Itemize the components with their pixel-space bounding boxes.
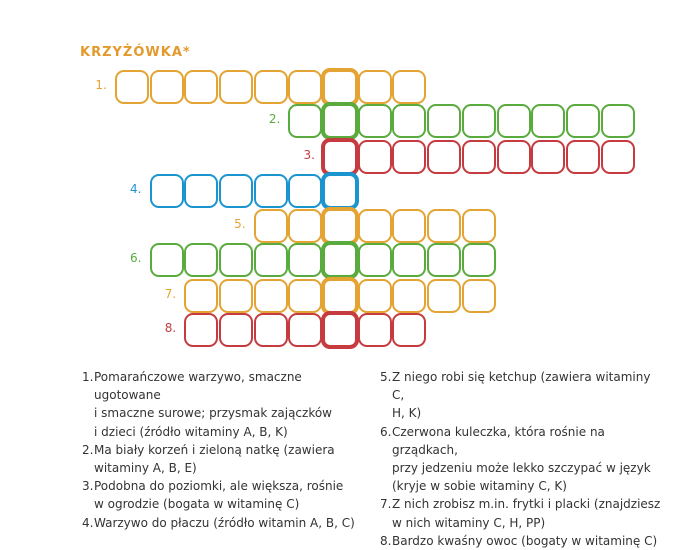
crossword-cell[interactable] xyxy=(601,104,635,138)
clue-number: 1. xyxy=(82,370,94,384)
crossword-cell[interactable] xyxy=(462,243,496,277)
clue-item xyxy=(82,368,372,441)
crossword-cell[interactable] xyxy=(427,104,461,138)
crossword-cell[interactable] xyxy=(288,243,322,277)
row-number: 2. xyxy=(268,112,281,126)
crossword-cell[interactable] xyxy=(254,70,288,104)
clue-text-line: H, K) xyxy=(392,406,422,421)
crossword-key-cell[interactable] xyxy=(321,138,359,176)
clue-item xyxy=(380,532,665,550)
clues-right-column xyxy=(380,368,665,550)
clue-number: 8. xyxy=(380,533,392,548)
crossword-cell[interactable] xyxy=(184,243,218,277)
crossword-cell[interactable] xyxy=(392,313,426,347)
crossword-cell[interactable] xyxy=(462,209,496,243)
crossword-key-cell[interactable] xyxy=(321,311,359,349)
crossword-cell[interactable] xyxy=(219,279,253,313)
clue-text-line: Z niego robi się ketchup (zawiera witaminy C, xyxy=(392,370,651,403)
crossword-cell[interactable] xyxy=(219,243,253,277)
row-number: 4. xyxy=(130,182,142,196)
crossword-cell[interactable] xyxy=(184,174,218,208)
clue-item xyxy=(380,368,665,423)
crossword-cell[interactable] xyxy=(427,243,461,277)
clues-left-column xyxy=(82,368,372,532)
crossword-cell[interactable] xyxy=(497,140,531,174)
crossword-cell[interactable] xyxy=(358,279,392,313)
crossword-cell[interactable] xyxy=(392,209,426,243)
crossword-cell[interactable] xyxy=(601,140,635,174)
row-number: 1. xyxy=(95,78,107,92)
crossword-cell[interactable] xyxy=(288,279,322,313)
clue-text-line: Podobna do poziomki, ale większa, rośnie xyxy=(94,479,344,494)
crossword-cell[interactable] xyxy=(531,104,565,138)
clue-item xyxy=(82,514,372,532)
crossword-cell[interactable] xyxy=(358,104,392,138)
crossword-cell[interactable] xyxy=(427,140,461,174)
crossword-cell[interactable] xyxy=(254,174,288,208)
crossword-key-cell[interactable] xyxy=(321,172,359,210)
crossword-cell[interactable] xyxy=(462,279,496,313)
crossword-cell[interactable] xyxy=(566,104,600,138)
crossword-cell[interactable] xyxy=(184,313,218,347)
clue-text-line: Warzywo do płaczu (źródło witamin A, B, C) xyxy=(94,515,355,530)
crossword-cell[interactable] xyxy=(288,209,322,243)
crossword-key-cell[interactable] xyxy=(321,241,359,279)
clue-text-line: Czerwona kuleczka, która rośnie na grządkach, xyxy=(392,424,605,457)
crossword-cell[interactable] xyxy=(392,279,426,313)
clue-text-line: przy jedzeniu może lekko szczypać w język xyxy=(392,461,651,476)
row-number: 8. xyxy=(164,321,177,335)
clue-text-line: Ma biały korzeń i zieloną natkę (zawiera xyxy=(94,442,335,457)
crossword-cell[interactable] xyxy=(288,313,322,347)
crossword-cell[interactable] xyxy=(115,70,149,104)
crossword-cell[interactable] xyxy=(288,70,322,104)
clue-item xyxy=(380,495,665,531)
clue-text-line: i smaczne surowe; przysmak zajączków xyxy=(94,406,332,421)
crossword-cell[interactable] xyxy=(254,313,288,347)
crossword-cell[interactable] xyxy=(462,140,496,174)
clue-number: 6. xyxy=(380,424,392,439)
crossword-cell[interactable] xyxy=(358,209,392,243)
crossword-cell[interactable] xyxy=(427,209,461,243)
row-number: 6. xyxy=(130,251,142,265)
crossword-cell[interactable] xyxy=(254,243,288,277)
crossword-cell[interactable] xyxy=(184,70,218,104)
crossword-cell[interactable] xyxy=(358,70,392,104)
row-number: 3. xyxy=(303,148,315,162)
crossword-cell[interactable] xyxy=(288,174,322,208)
crossword-cell[interactable] xyxy=(392,243,426,277)
crossword-cell[interactable] xyxy=(462,104,496,138)
clue-text-line: w ogrodzie (bogata w witaminę C) xyxy=(94,497,300,512)
crossword-cell[interactable] xyxy=(150,174,184,208)
crossword-cell[interactable] xyxy=(497,104,531,138)
crossword-cell[interactable] xyxy=(392,104,426,138)
crossword-cell[interactable] xyxy=(566,140,600,174)
crossword-cell[interactable] xyxy=(150,70,184,104)
crossword-cell[interactable] xyxy=(184,279,218,313)
row-number: 7. xyxy=(164,287,177,301)
clue-text-line: w nich witaminy C, H, PP) xyxy=(392,515,546,530)
crossword-cell[interactable] xyxy=(288,104,322,138)
crossword-key-cell[interactable] xyxy=(321,277,359,315)
crossword-key-cell[interactable] xyxy=(321,207,359,245)
crossword-cell[interactable] xyxy=(219,70,253,104)
clue-number: 7. xyxy=(380,497,392,512)
clue-item xyxy=(82,477,372,513)
crossword-cell[interactable] xyxy=(358,140,392,174)
crossword-cell[interactable] xyxy=(531,140,565,174)
crossword-cell[interactable] xyxy=(392,70,426,104)
clue-item xyxy=(380,423,665,496)
clue-text-line: (kryje w sobie witaminy C, K) xyxy=(392,479,567,494)
crossword-cell[interactable] xyxy=(219,174,253,208)
clue-text-line: Bardzo kwaśny owoc (bogaty w witaminę C) xyxy=(392,533,658,548)
crossword-cell[interactable] xyxy=(427,279,461,313)
clue-text-line: Z nich zrobisz m.in. frytki i placki (znajdziesz xyxy=(392,497,661,512)
clue-number: 2. xyxy=(82,442,94,457)
crossword-cell[interactable] xyxy=(392,140,426,174)
crossword-cell[interactable] xyxy=(150,243,184,277)
row-number: 5. xyxy=(234,217,246,231)
crossword-cell[interactable] xyxy=(254,279,288,313)
crossword-key-cell[interactable] xyxy=(321,68,359,106)
crossword-cell[interactable] xyxy=(219,313,253,347)
crossword-cell[interactable] xyxy=(358,243,392,277)
clue-item xyxy=(82,441,372,477)
crossword-cell[interactable] xyxy=(358,313,392,347)
crossword-key-cell[interactable] xyxy=(321,102,359,140)
crossword-cell[interactable] xyxy=(254,209,288,243)
clue-number: 4. xyxy=(82,515,94,530)
clue-number: 3. xyxy=(82,479,94,494)
clue-number: 5. xyxy=(380,370,392,384)
clue-text-line: witaminy A, B, E) xyxy=(94,461,197,476)
clue-text-line: i dzieci (źródło witaminy A, B, K) xyxy=(94,424,288,439)
page-title: KRZYŻÓWKA* xyxy=(80,45,191,60)
clue-text-line: Pomarańczowe warzywo, smaczne ugotowane xyxy=(94,370,302,403)
